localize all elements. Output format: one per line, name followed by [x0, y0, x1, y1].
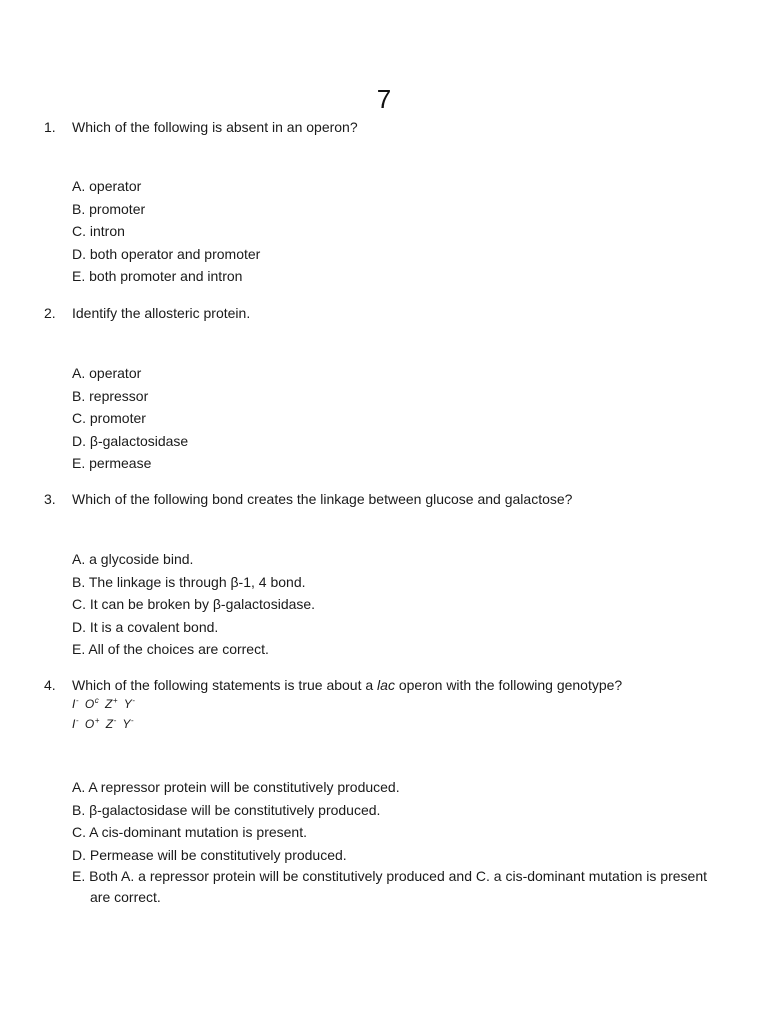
answer-option: E. both promoter and intron [72, 268, 243, 284]
answer-option: A. a glycoside bind. [72, 551, 194, 567]
question-text-part: operon with the following genotype? [394, 677, 623, 693]
question-text-italic: lac [377, 677, 395, 693]
answer-option: B. repressor [72, 387, 149, 404]
answer-options-2 [72, 362, 722, 475]
question-number: 4. [44, 677, 56, 693]
answer-option: C. A cis-dominant mutation is present. [72, 824, 307, 840]
answer-option: D. Permease will be constitutively produced. [72, 846, 347, 863]
question-number: 2. [44, 305, 56, 321]
question-number: 3. [44, 491, 56, 507]
question-number: 1. [44, 119, 56, 135]
answer-option: C. intron [72, 223, 125, 239]
answer-options-3 [72, 548, 722, 661]
question-text: Which of the following bond creates the linkage between glucose and galactose? [72, 491, 573, 507]
answer-option: B. promoter [72, 200, 146, 217]
answer-options-4 [72, 776, 722, 908]
answer-option: D. β-galactosidase [72, 432, 189, 449]
answer-option: A. A repressor protein will be constitutively produced. [72, 779, 400, 795]
gene: O+ [84, 716, 100, 731]
question-text: Which of the following is absent in an operon? [72, 119, 358, 135]
gene: Y- [123, 696, 136, 711]
gene: Z- [105, 716, 117, 731]
gene: I- [72, 696, 80, 711]
question-text-part: Which of the following statements is true about a [72, 677, 378, 693]
question-text [72, 676, 722, 694]
page-number: 7 [376, 84, 392, 114]
gene: I- [72, 716, 80, 731]
answer-options-1 [72, 175, 722, 288]
answer-option: A. operator [72, 178, 142, 194]
answer-option: A. operator [72, 365, 142, 381]
answer-option: E. All of the choices are correct. [72, 641, 269, 657]
answer-option: B. β-galactosidase will be constitutively produced. [72, 801, 381, 818]
answer-option: C. It can be broken by β-galactosidase. [72, 596, 316, 612]
genotype-line-2 [72, 716, 136, 732]
answer-option: E. permease [72, 455, 152, 471]
answer-option: B. The linkage is through β-1, 4 bond. [72, 573, 306, 590]
genotype-line-1 [72, 696, 137, 712]
answer-option: D. It is a covalent bond. [72, 618, 219, 635]
question-text: Identify the allosteric protein. [72, 305, 251, 321]
answer-option: E. Both A. a repressor protein will be constitutively produced and C. a cis-dominant mutation is present are correct. [72, 868, 707, 905]
answer-option: C. promoter [72, 410, 146, 426]
gene: $O^c$ [84, 696, 100, 711]
gene: Y- [122, 716, 135, 731]
answer-option: D. both operator and promoter [72, 245, 261, 262]
gene: Z+ [105, 696, 119, 711]
